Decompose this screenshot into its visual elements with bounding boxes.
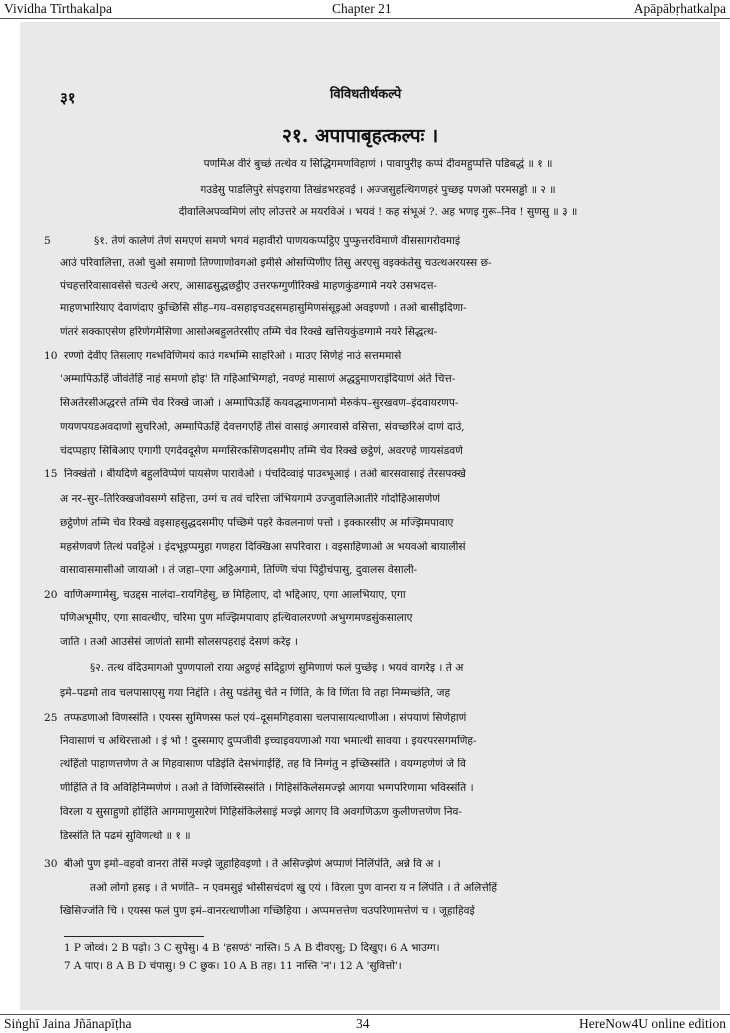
running-footer — [0, 1015, 730, 1033]
text-line: रण्णो देवीए तिसलाए गब्भविणिमयं काउं गब्भम्मि साहरिओ । माउए सिणेहं नाउं सत्तममासे — [64, 350, 402, 362]
text-line: निवासाणं च अथिरत्ताओ । इं भो ! दुस्समाए दुप्पजीवी इच्चाइवयणाओ गया भमात्थी सावया । इयरपरसगमणिह- — [60, 735, 477, 747]
text-line: गउडेसु पाडलिपुरे संपइराया तिखंडभरहवई । अज्जसुहत्थिगणहरं पुच्छइ पणओ परमसड्ढो ॥ २ ॥ — [200, 184, 556, 196]
line-number: 30 — [44, 858, 58, 870]
footer-edition: HereNow4U online edition — [579, 1016, 726, 1031]
footnote-line: 1 P जोव्वं। 2 B पढ़ो। 3 C सुपेसु। 4 B 'हसण्ठं' नास्ति। 5 A B दीवएसु; D दिखुए। 6 A भाउग्ग। — [64, 942, 440, 954]
scan-page-number: ३१ — [60, 89, 76, 107]
text-line: निक्खंतो । बीयदिणे बहुलविप्पेणं पायसेण पारावेओ । पंचदिव्वाइं पाउब्भूआइं । तओ बारसवासाइं तेरसपक्खे — [64, 468, 466, 480]
text-line: त्थंहिंतो पाहाणत्तणेण ते अ गिहवासाण पडिइंति देसभंगाईहिं, तह वि निग्गंतु न इच्छिस्संति । वयग्गहणेणं जे वि — [60, 758, 466, 770]
text-line: इमे–पढमो ताव चलपासाएसु गया निद्दंति । तेसु पडंतेसु चेते न णिंति, के वि णिंता वि तहा निम्मच्छंति, जह — [60, 687, 451, 699]
text-line: खिसिज्जंति चि । एयस्स फलं पुण इमं–वानरत्थाणीआ गच्छिहिया । अप्पमत्तत्तेण चउपरिणामत्तेणं च । जूहाहिवई — [60, 905, 475, 917]
header-chapter-title: Apāpābṛhatkalpa — [633, 1, 726, 16]
text-line: चंदप्पहाए सिबिआए एगागी एगदेवदूसेण मग्गसिरकसिणदसमीए तम्मि चेव रिक्खे छट्ठेणं, अवरण्हे णायसंडवणे — [60, 445, 463, 457]
text-line: तप्फडणाओ विणस्संति । एयस्स सुमिणस्स फलं एयं–दूसमगिहवासा चलपासायत्थाणीआ । संपयाणं सिणेहाणं — [64, 712, 467, 724]
text-line: पंचहत्तरिवासावसेसे चउत्थे अरए, आसाढसुद्धछट्ठीए उत्तरफग्गुणीरिक्खे माहणकुंडग्गामे नयरे उसभदत्त- — [60, 280, 437, 292]
text-line: णीहिंति ते वि अविहिनिम्मणेणं । तओ ते विणिस्सिस्संति । गिहिसंकिलेसमज्झे आगया भग्गपरिणामा भविस्संति । — [60, 782, 474, 794]
header-rule — [0, 18, 730, 19]
header-chapter: Chapter 21 — [332, 1, 392, 16]
footer-page-number: 34 — [356, 1016, 370, 1031]
text-line: §१. तेणं कालेणं तेणं समएणं समणे भगवं महावीरो पाणयकप्पट्ठिए पुप्फुत्तरविमाणे वीससागरोवमाइं — [94, 235, 461, 247]
text-line: सिअतेरसीअद्धरत्ते तम्मि चेव रिक्खे जाओ । अम्मापिऊहिं कयवद्धमाणनामो मेरुकंप–सुरखवण–इंदवायरणप- — [60, 397, 459, 409]
text-line: णयणपयडअवदाणो सुचरिओ, अम्मापिऊहिं देवत्तगएहिं तीसं वासाइं अगारवासे वसित्ता, संवच्छरिअं दाणं दाउं, — [60, 421, 465, 433]
running-header — [0, 0, 730, 18]
text-line: डिस्संति ति पढमं सुविणत्थो ॥ १ ॥ — [60, 830, 191, 842]
text-line: पणमिअ वीरं बुच्छं तत्थेव य सिद्धिगमणविहाणं । पावापुरीइ कप्पं दीवमहुप्पत्ति पडिबद्धं ॥ १ ॥ — [203, 158, 553, 170]
text-line: णंतरं सक्काएसेण हरिणेगमेसिणा आसोअबहुलतेरसीए तम्मि चेव रिक्खे खत्तियकुंडग्गामे नयरे सिद्धत्थ- — [60, 326, 438, 338]
text-line: §२. तत्थ वंदिउमागओ पुण्णपालो राया अट्ठण्हं सदिट्ठाणं सुमिणाणं फलं पुच्छेइ । भयवं वागरेइ । ते अ — [90, 662, 464, 674]
text-line: दीवालिअपव्वमिणं लोए लोउत्तरे अ मयरविअं । भयवं ! कह संभूअं ?. अह भणइ गुरू–निव ! सुणसु ॥ ३ ॥ — [178, 206, 578, 218]
line-number: 25 — [44, 712, 58, 724]
text-line: अ नर–सुर–तिरिक्खजोवसग्गे सहित्ता, उग्गं च तवं चरित्ता जंभियगामे उज्जुवालिआतीरे गोदोहिआसणेणं — [60, 493, 440, 505]
text-line: 'अम्मापिऊहिं जीवंतेहिं नाहं समणो होइ' ति गहिआभिग्गहो, नवण्हं मासाणं अद्धट्ठमाणराइंदियाणं अंते चित्त- — [60, 373, 456, 385]
footnote-line: 7 A पाए। 8 A B D चंपासु। 9 C छुक। 10 A B तह। 11 नास्ति 'न'। 12 A 'सुवित्तो'। — [64, 960, 402, 972]
footnote-rule — [64, 936, 204, 937]
text-line: माहणभारियाए देवाणंदाए कुच्छिसि सीह–गय–वसहाइचउद्दसमहासुमिणसंसूइओ अवइण्णो । तओ बासीइदिणा- — [60, 302, 467, 314]
text-line: पणिअभूमीए, एगा सावत्थीए, चरिमा पुण मज्झिमपावाए हत्थिवालरण्णो अभुग्गमण्डसुंकसालाए — [60, 612, 413, 624]
line-number: 15 — [44, 468, 58, 480]
text-line: वासावासमासीओ जायाओ । तं जहा–एगा अट्ठिअगामे, तिण्णि चंपा पिट्ठीचंपासु, दुवालस वेसाली- — [60, 564, 418, 576]
text-line: छट्ठेणेणं तम्मि चेव रिक्खे वइसाहसुद्धदसमीए पच्छिमे पहरे केवलनाणं पत्तो । इक्कारसीए अ मज्झिमपावाए — [60, 517, 454, 529]
text-line: वाणिअग्गामेसु, चउद्दस नालंदा–रायगिहेसु, छ मिहिलाए, दो भद्दिआए, एगा आलभियाए, एगा — [64, 589, 406, 601]
text-line: तओ लोगो हसइ । ते भणंति– न एवमसुइं भोसीसचंदणं खु एयं । विरला पुण वानरा य न लिंपंति । ते अलित्तेहिं — [90, 882, 498, 894]
text-line: आउं परिवालित्ता, तओ चुओ समाणो तिण्णाणोवगओ इमीसे ओसप्पिणीए तिसु अरएसु वइक्कंतेसु चउत्थअरयस्स छ- — [60, 257, 492, 269]
text-line: बीओ पुण इमो–वहवो वानरा तेसिं मज्झे जूहाहिवइणो । ते असिज्झेणं अप्पाणं निलिंपंति, अन्ने वि अ । — [64, 858, 441, 870]
text-line: जाति । तओ आउसेसं जाणंतो सामी सोलसपहराइं देसणं करेइ । — [60, 636, 298, 648]
line-number: 10 — [44, 350, 58, 362]
text-line: महसेणवणे तित्थं पवट्टिअं । इंदभूइप्पमुहा गणहरा दिक्खिआ सपरिवारा । वइसाहिणाओ अ भयवओ बायालीसं — [60, 541, 466, 553]
text-line: विरला य सुसाहुणो होहिंति आगमाणुसारेणं गिहिसंकिलेसाइं मज्झे आगए वि अवगणिऊण कुलीणत्तणेण निव- — [60, 806, 462, 818]
header-book-name: Vividha Tīrthakalpa — [4, 1, 113, 16]
chapter-title: २१. अपापाबृहत्कल्पः । — [282, 125, 439, 147]
line-number: 20 — [44, 589, 58, 601]
footer-publisher: Siṅghī Jaina Jñānapīṭha — [4, 1016, 132, 1031]
scan-book-title: विविधतीर्थकल्पे — [330, 87, 402, 102]
line-number: 5 — [44, 235, 51, 247]
